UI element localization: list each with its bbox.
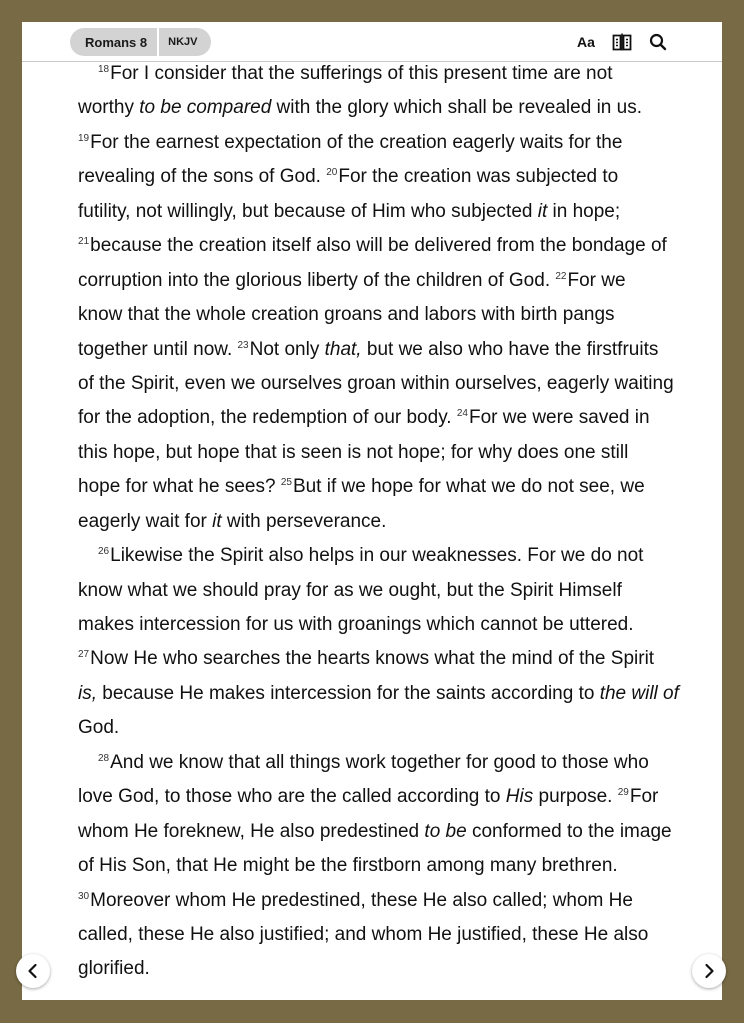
- text-line: corruption into the glorious liberty of the children of God. $^{22}$For we: [78, 269, 626, 291]
- verse-number[interactable]: 27: [78, 649, 90, 661]
- text-line: revealing of the sons of God. $^{20}$For the creation was subjected to: [78, 166, 619, 188]
- version-button[interactable]: NKJV: [168, 36, 198, 48]
- toolbar-tools: [562, 30, 670, 54]
- verse-number[interactable]: 25: [280, 477, 292, 489]
- passage-selector: [70, 28, 211, 56]
- chevron-left-icon: [26, 963, 40, 979]
- verse-number[interactable]: 24: [456, 408, 468, 420]
- parallel-bible-icon[interactable]: [610, 30, 634, 54]
- text-line: know what we should pray for as we ought, but the Spirit Himself: [78, 579, 622, 601]
- verse-number[interactable]: 26: [98, 546, 110, 558]
- previous-chapter-button[interactable]: [16, 954, 50, 988]
- chapter-text: [78, 57, 680, 987]
- text-line: for the adoption, the redemption of our body. $^{24}$For we were saved in: [78, 407, 650, 429]
- book-chapter-button[interactable]: Romans 8: [70, 28, 159, 56]
- text-line: worthy to be compared with the glory which shall be revealed in us.: [78, 97, 642, 119]
- search-icon[interactable]: [646, 30, 670, 54]
- text-line: whom He foreknew, He also predestined to be conformed to the image: [78, 820, 672, 842]
- next-chapter-button[interactable]: [692, 954, 726, 988]
- text-line: know that the whole creation groans and labors with birth pangs: [78, 304, 615, 326]
- text-line: together until now. $^{23}$Not only that, but we also who have the firstfruits: [78, 338, 659, 360]
- text-line: eagerly wait for it with perseverance.: [78, 510, 387, 532]
- text-line: of His Son, that He might be the firstborn among many brethren.: [78, 855, 618, 877]
- text-size-icon[interactable]: Aa: [577, 34, 595, 50]
- verse-number[interactable]: 21: [78, 236, 90, 248]
- text-line: $^{18}$For I consider that the sufferings of this present time are not: [98, 63, 613, 84]
- verse-number[interactable]: 23: [237, 339, 249, 351]
- text-line: this hope, but hope that is seen is not hope; for why does one still: [78, 441, 629, 463]
- text-line: futility, not willingly, but because of Him who subjected it in hope;: [78, 200, 621, 222]
- text-line: is, because He makes intercession for the saints according to the will of: [78, 682, 679, 704]
- text-line: $^{28}$And we know that all things work together for good to those who: [98, 751, 649, 773]
- text-line: hope for what he sees? $^{25}$But if we hope for what we do not see, we: [78, 476, 645, 498]
- reader-page: [22, 22, 722, 1000]
- verse-number[interactable]: 18: [98, 64, 110, 75]
- verse-number[interactable]: 19: [78, 132, 90, 144]
- verse-number[interactable]: 22: [555, 270, 567, 282]
- verse-number[interactable]: 20: [326, 167, 338, 179]
- text-line: called, these He also justified; and whom He justified, these He also: [78, 923, 649, 945]
- text-line: God.: [78, 717, 120, 739]
- text-line: $^{21}$because the creation itself also will be delivered from the bondage of: [78, 235, 667, 257]
- text-line: $^{26}$Likewise the Spirit also helps in our weaknesses. For we do not: [98, 545, 644, 567]
- verse-number[interactable]: 29: [617, 787, 629, 799]
- text-line: of the Spirit, even we ourselves groan within ourselves, eagerly waiting: [78, 372, 674, 394]
- chevron-right-icon: [702, 963, 716, 979]
- top-toolbar: [22, 22, 722, 62]
- text-line: makes intercession for us with groanings which cannot be uttered.: [78, 614, 634, 635]
- text-line: glorified.: [78, 958, 150, 980]
- verse-number[interactable]: 30: [78, 890, 90, 902]
- text-line: $^{30}$Moreover whom He predestined, these He also called; whom He: [78, 889, 633, 911]
- text-line: $^{19}$For the earnest expectation of the creation eagerly waits for the: [78, 131, 623, 153]
- verse-number[interactable]: 28: [98, 752, 110, 764]
- text-line: $^{27}$Now He who searches the hearts knows what the mind of the Spirit: [78, 648, 655, 670]
- text-line: love God, to those who are the called according to His purpose. $^{29}$For: [78, 786, 659, 808]
